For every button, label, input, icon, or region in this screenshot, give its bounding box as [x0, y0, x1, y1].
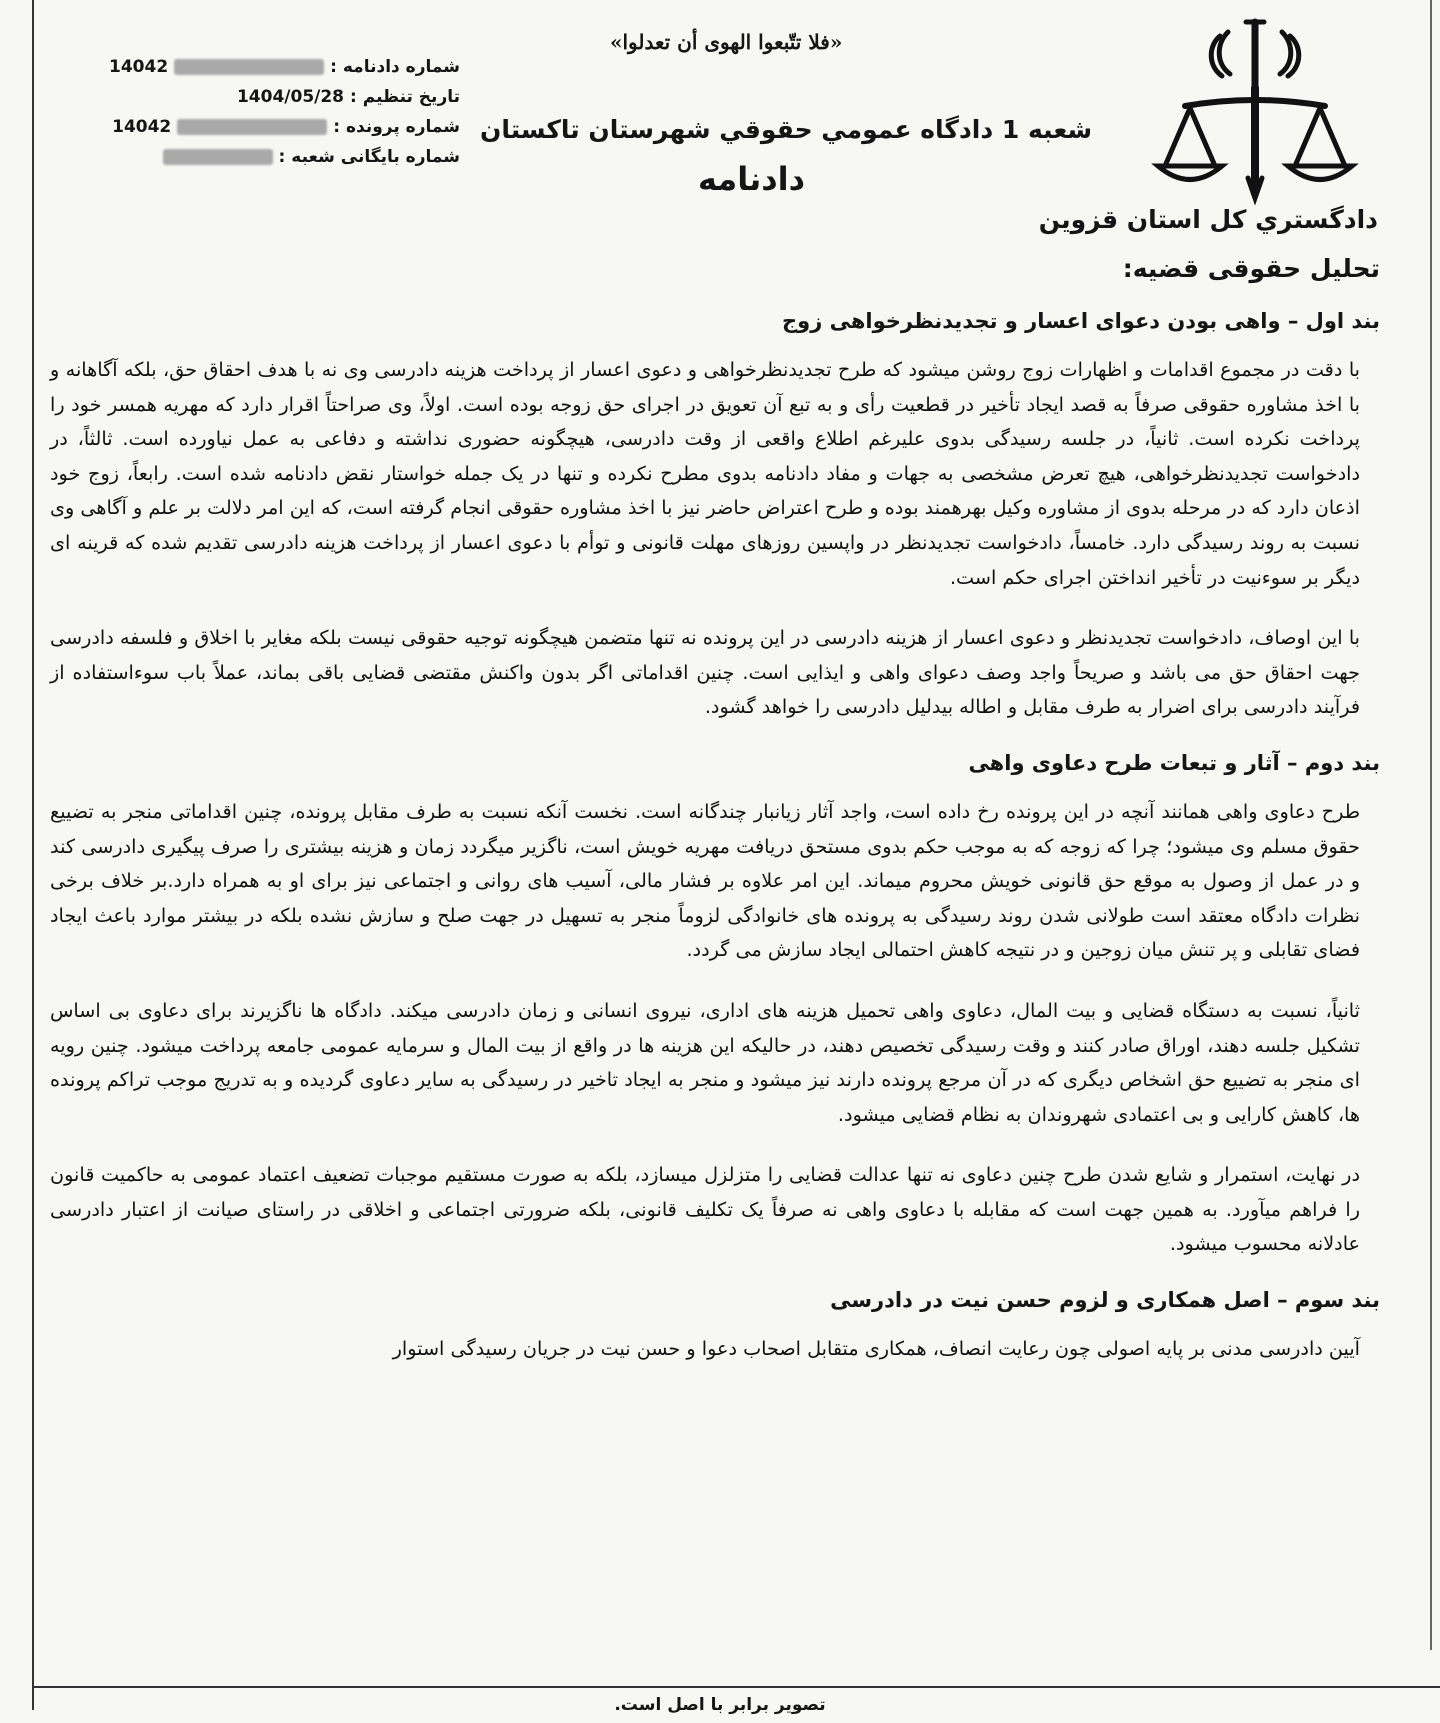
case-metadata — [70, 52, 460, 172]
redaction-blur — [177, 119, 327, 135]
court-branch: شعبه 1 دادگاه عمومي حقوقي شهرستان تاكستان — [480, 115, 1093, 144]
section2-paragraph-3: در نهایت، استمرار و شایع شدن طرح چنین دعاوی نه تنها عدالت قضایی را متزلزل میسازد، بلکه به صورت مستقیم موجبات تضعیف اعتماد عمومی به حاکمیت قانون را فراهم میآورد. به همین جهت است که مقابله با دعاوی واهی نه صرفاً یک تکلیف قانونی، بلکه ضرورتی اجتماعی و اخلاقی در راستای صیانت از اعتبار دادرسی عادلانه محسوب میشود. — [50, 1163, 1360, 1256]
bottom-rule — [32, 1686, 1440, 1688]
section1-paragraph-1: با دقت در مجموع اقدامات و اظهارات زوج روشن میشود که طرح تجدیدنظرخواهی و دعوی اعسار از پرداخت هزینه دادرسی وی نه با هدف احقاق حق، بلکه آگاهانه و با اخذ مشاوره حقوقی صرفاً به قصد ایجاد تأخیر در قطعیت رأی و به تبع آن تعویق در اجرای حق زوجه بوده است. اولاً، وی صراحتاً اقرار دارد که مهریه همسر خود را پرداخت نکرده است. ثانیاً، در جلسه رسیدگی بدوی علیرغم اطلاع واقعی از وقت دادرسی، هیچگونه حضوری نداشته و دفاعی به عمل نیاورده است. ثالثاً، در دادخواست تجدیدنظرخواهی، هیچ تعرض مشخصی به جهات و مفاد دادنامه بدوی مطرح نکرده و تنها در یک جمله خواستار نقض دادنامه شده است. رابعاً، زوج خود اذعان دارد که در مرحله بدوی از مشاوره وکیل بهرهمند بوده و طرح اعتراض حاضر نیز با اخذ مشاوره حقوقی انجام گرفته است، که این امر دلالت بر علم و آگاهی وی نسبت به روند رسیدگی دارد. خامساً، دادخواست تجدیدنظر در واپسین روزهای مهلت قانونی و توأم با دعوی اعسار از پرداخت هزینه دادرسی تقدیم شده که قرینه ای دیگر بر سوءنیت در تأخیر انداختن اجرای حکم است. — [50, 358, 1360, 589]
issue-date-row — [70, 82, 460, 112]
section3-heading: بند سوم – اصل همکاری و لزوم حسن نیت در دادرسی — [830, 1288, 1380, 1313]
issue-date-label: تاریخ تنظیم : — [350, 87, 460, 107]
verdict-body — [50, 250, 1380, 1393]
document-title: دادنامه — [698, 160, 806, 198]
archive-number-label: شماره بایگانی شعبه : — [278, 147, 460, 167]
quran-verse: «فلا تتّبعوا الهوی أن تعدلوا» — [610, 30, 843, 54]
legal-analysis-heading: تحلیل حقوقی قضیه: — [1122, 254, 1380, 283]
verdict-number-row — [70, 52, 460, 82]
redaction-blur — [163, 149, 273, 165]
verdict-number-value: 14042 — [109, 57, 169, 77]
redaction-blur — [174, 59, 324, 75]
section2-paragraph-2: ثانیاً، نسبت به دستگاه قضایی و بیت المال، دعاوی واهی تحمیل هزینه های اداری، نیروی انسانی و زمان دادرسی میکند. دادگاه ها ناگزیرند برای دعاوی بی اساس تشکیل جلسه دهند، اوراق صادر کنند و وقت رسیدگی تخصیص دهند، در حالیکه این هزینه ها در واقع از بیت المال و سرمایه عمومی جامعه پرداخت میشود. چنین رویه ای منجر به تضییع حق اشخاص دیگری که در آن مرجع پرونده دارند نیز میشود و منجر به ایجاد تاخیر در رسیدگی به سایر دعاوی گردیده و به تدریج موجب تراکم پرونده ها، کاهش کارایی و بی اعتمادی شهروندان به نظام قضایی میشود. — [50, 998, 1360, 1126]
issue-date-value: 1404/05/28 — [236, 87, 345, 107]
section2-paragraph-1: طرح دعاوی واهی همانند آنچه در این پرونده رخ داده است، واجد آثار زیانبار چندگانه است. نخست آنکه نسبت به طرف مقابل پرونده، چنین اقداماتی منجر به تضییع حقوق مسلم وی میشود؛ چرا که زوجه که به موجب حکم بدوی مستحق دریافت مهریه خویش است، ناگزیر میگردد زمان و هزینه بیشتری را صرف پیگیری دادرسی کند و در عمل از وصول به موقع حق قانونی خویش محروم میماند. این امر علاوه بر فشار مالی، آسیب های روانی و اجتماعی نیز برای او به همراه دارد.بر خلاف برخی نظرات دادگاه معتقد است طولانی شدن روند رسیدگی به پرونده های خانوادگی لزوماً منجر به تسهیل در جهت صلح و سازش نشده بلکه در بیشتر موارد باعث ایجاد فضای تقابلی و پر تنش میان زوجین و در نتیجه کاهش احتمالی ایجاد سازش می گردد. — [50, 799, 1360, 962]
section1-paragraph-2: با این اوصاف، دادخواست تجدیدنظر و دعوی اعسار از هزینه دادرسی در این پرونده نه تنها متضمن هیچگونه توجیه حقوقی نیست بلکه مغایر با اخلاق و فلسفه دادرسی جهت احقاق حق می باشد و صریحاً واجد وصف دعوای واهی و ایذایی است. چنین اقداماتی اگر بدون واکنش مقتضی قضایی باقی بماند، عملاً باب سوءاستفاده از فرآیند دادرسی برای اضرار به طرف مقابل و اطاله بیدلیل دادرسی را خواهد گشود. — [50, 626, 1360, 719]
section3-paragraph-1: آیین دادرسی مدنی بر پایه اصولی چون رعایت انصاف، همکاری متقابل اصحاب دعوا و حسن نیت در جریان رسیدگی استوار — [392, 1337, 1360, 1361]
section2-heading: بند دوم – آثار و تبعات طرح دعاوی واهی — [968, 750, 1380, 775]
case-number-row — [70, 112, 460, 142]
case-number-label: شماره پرونده : — [333, 117, 460, 137]
archive-number-row — [70, 142, 460, 172]
page-border-right — [1430, 0, 1432, 1650]
verdict-number-label: شماره دادنامه : — [330, 57, 460, 77]
province-judiciary: دادگستري كل استان قزوين — [1038, 205, 1378, 234]
certification-footer: تصویر برابر با اصل است. — [614, 1695, 826, 1715]
section1-heading: بند اول – واهی بودن دعوای اعسار و تجدیدنظرخواهی زوج — [782, 309, 1380, 333]
iran-emblem-scales-icon — [1150, 8, 1360, 208]
case-number-value: 14042 — [112, 117, 172, 137]
page-border-left — [32, 0, 34, 1710]
